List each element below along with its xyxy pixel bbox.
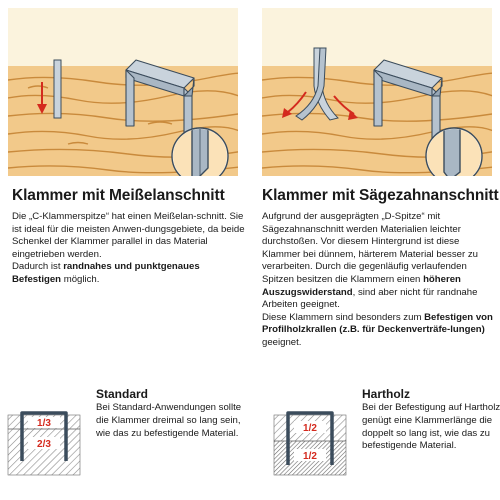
sawtooth-staple-illustration <box>262 8 492 176</box>
hardwood-description: Bei der Befestigung auf Hartholz genügt eine Klammerlänge die doppelt so lang ist, wie das zu befestigende Material. <box>362 402 500 452</box>
sawtooth-staple-title: Klammer mit Sägezahnanschnitt <box>262 187 499 204</box>
standard-description: Bei Standard-Anwendungen sollte die Klammer dreimal so lang sein, wie das zu befestigende Material. <box>96 402 242 439</box>
fraction-bottom-label: 2/3 <box>37 439 51 450</box>
sawtooth-paragraph-1: Aufgrund der ausgeprägten „D-Spitze“ mit Sägezahnanschnitt werden Materialien leichter durchstoßen. Vor diesem Hintergrund ist diese Klammer bei dünnem, härterem Material besser zu verarbeiten. Durch die gegenläufig verlaufenden Spitzen besitzen die Klammern einen höheren Auszugswiderstand, sind aber nicht für randnahe Arbeiten geeignet. <box>262 211 478 311</box>
sawtooth-paragraph-2: Diese Klammern sind besonders zum Befestigen von Profilholzkrallen (z.B. für Deckenverträfe-lungen) geeignet. <box>262 311 493 348</box>
chisel-staple-description <box>12 211 248 287</box>
base-layer <box>8 429 80 475</box>
fraction-top-label: 1/3 <box>37 418 51 429</box>
staple-leg-side <box>54 60 61 118</box>
sky-background <box>262 8 492 66</box>
fraction-bottom-label: 1/2 <box>303 451 317 462</box>
standard-staple-diagram <box>4 395 84 480</box>
chisel-paragraph-2: Dadurch ist randnahes und punktgenaues Befestigen möglich. <box>12 261 200 285</box>
chisel-paragraph-1: Die „C-Klammerspitze“ hat einen Meißelan-schnitt. Sie ist ideal für die meisten Anwen-dungsgebiete, da beide Schenkel der Klammer parallel in das Material eingetrieben werden. <box>12 211 245 260</box>
hardwood-title: Hartholz <box>362 387 410 401</box>
fraction-top-label: 1/2 <box>303 423 317 434</box>
standard-title: Standard <box>96 387 149 401</box>
chisel-staple-illustration <box>8 8 238 176</box>
hardwood-staple-diagram <box>270 395 350 480</box>
sawtooth-staple-description <box>262 211 496 350</box>
sky-background <box>8 8 238 66</box>
chisel-staple-title: Klammer mit Meißelanschnitt <box>12 187 225 204</box>
